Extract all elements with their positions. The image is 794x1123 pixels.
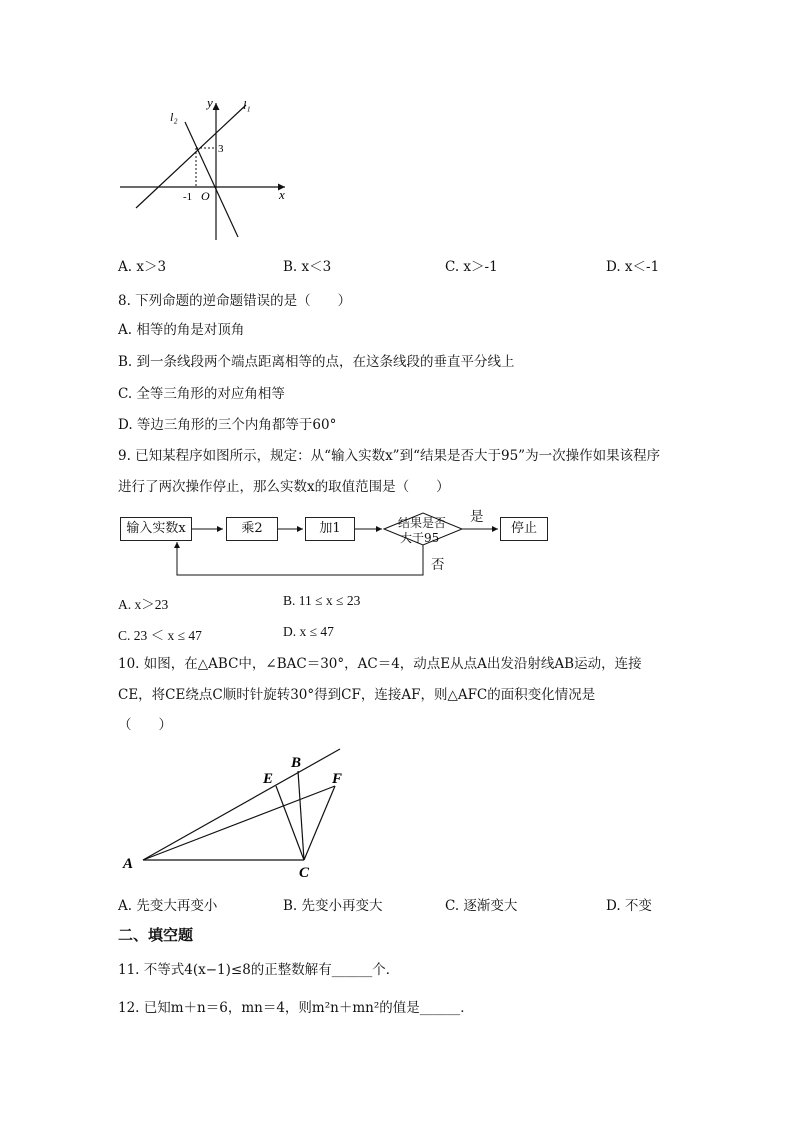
q9-option-d[interactable]: D. x ≤ 47 xyxy=(283,624,334,639)
l1-label: l₁ xyxy=(243,98,251,112)
q8-option-a[interactable]: A. 相等的角是对顶角 xyxy=(118,322,245,338)
point-a-label: A xyxy=(123,856,134,872)
l2-label: l₂ xyxy=(170,110,178,124)
q8-option-d[interactable]: D. 等边三角形的三个内角都等于60° xyxy=(118,417,337,433)
flow-stop-box: 停止 xyxy=(500,517,548,541)
origin-label: O xyxy=(201,189,210,203)
q10-option-d[interactable]: D. 不变 xyxy=(606,898,652,914)
tick-neg1: -1 xyxy=(183,191,193,203)
segment-af xyxy=(143,786,335,860)
flow-add-box: 加1 xyxy=(305,517,355,541)
q11-stem: 11. 不等式4(x−1)≤8的正整数解有______个． xyxy=(118,962,400,978)
q7-option-a[interactable]: A. x＞3 xyxy=(118,259,167,275)
q7-option-d[interactable]: D. x＜-1 xyxy=(606,259,660,275)
flow-decision-line2: 大于95 xyxy=(400,531,440,545)
q7-option-c[interactable]: C. x＞-1 xyxy=(445,259,498,275)
q8-option-b[interactable]: B. 到一条线段两个端点距离相等的点，在这条线段的垂直平分线上 xyxy=(118,354,515,370)
q9-option-c[interactable]: C. 23 ＜ x ≤ 47 xyxy=(118,628,202,643)
q10-stem-line3: （ ） xyxy=(118,717,172,733)
segment-fc xyxy=(304,786,335,860)
point-b-label: B xyxy=(291,755,302,771)
q8-stem: 8. 下列命题的逆命题错误的是（ ） xyxy=(118,293,352,309)
q10-option-b[interactable]: B. 先变小再变大 xyxy=(283,898,383,914)
y-label: y xyxy=(207,95,213,110)
q10-stem-line1: 10. 如图，在△ABC中，∠BAC＝30°，AC＝4，动点E从点A出发沿射线AB运动，连接 xyxy=(118,656,642,672)
flow-input-box: 输入实数x xyxy=(120,517,192,541)
q7-option-b[interactable]: B. x＜3 xyxy=(283,259,332,275)
x-label: x xyxy=(279,187,285,202)
q8-option-c[interactable]: C. 全等三角形的对应角相等 xyxy=(118,386,285,402)
section-heading-fill-in: 二、填空题 xyxy=(118,926,194,944)
flow-decision-line1: 结果是否 xyxy=(398,516,447,530)
point-e-label: E xyxy=(263,771,274,787)
loop-back-line xyxy=(177,542,423,575)
tick-3: 3 xyxy=(218,143,224,155)
q9-stem-line1: 9. 已知某程序如图所示，规定：从“输入实数x”到“结果是否大于95”为一次操作如果该程序 xyxy=(118,448,661,464)
q10-option-a[interactable]: A. 先变大再变小 xyxy=(118,898,218,914)
flow-no-label: 否 xyxy=(431,557,445,573)
flow-yes-label: 是 xyxy=(470,509,484,525)
q9-option-b[interactable]: B. 11 ≤ x ≤ 23 xyxy=(283,593,361,608)
point-c-label: C xyxy=(299,865,310,880)
triangle-figure xyxy=(115,740,355,880)
q10-stem-line2: CE，将CE绕点C顺时针旋转30°得到CF，连接AF，则△AFC的面积变化情况是 xyxy=(118,687,596,703)
flow-mul-box: 乘2 xyxy=(226,517,278,541)
q12-stem: 12. 已知m＋n＝6，mn＝4，则m²n＋mn²的值是______． xyxy=(118,1000,474,1016)
q9-option-a[interactable]: A. x＞23 xyxy=(118,597,169,612)
point-f-label: F xyxy=(332,771,343,787)
line-l2 xyxy=(185,122,238,237)
linear-functions-graph xyxy=(110,95,300,245)
q10-option-c[interactable]: C. 逐渐变大 xyxy=(445,898,518,914)
q9-stem-line2: 进行了两次操作停止，那么实数x的取值范围是（ ） xyxy=(118,479,450,495)
